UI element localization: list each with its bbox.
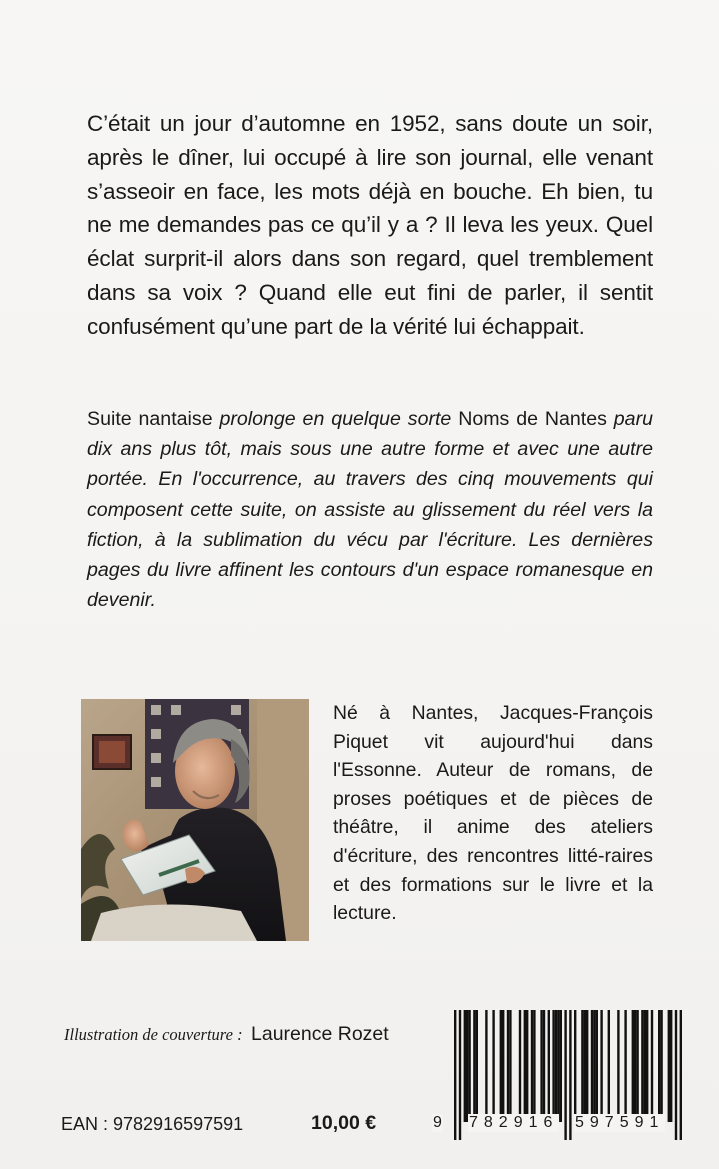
barcode-bar bbox=[473, 1010, 475, 1122]
barcode-bar bbox=[660, 1010, 662, 1122]
barcode-bar bbox=[634, 1010, 636, 1122]
barcode-first-digit: 9 bbox=[433, 1114, 442, 1131]
barcode-bar bbox=[555, 1010, 557, 1122]
barcode-bar bbox=[540, 1010, 542, 1122]
barcode-bar bbox=[593, 1010, 595, 1122]
barcode-digits bbox=[430, 1114, 692, 1144]
barcode-bar bbox=[524, 1010, 526, 1122]
ean-number: EAN : 9782916597591 bbox=[61, 1114, 244, 1134]
excerpt-paragraph: C’était un jour d’automne en 1952, sans doute un soir, après le dîner, lui occupé à lire son journal, elle venant s’asseoir en face, les mots déjà en bouche. Eh bien, tu ne me demandes pas ce qu’il y a ? Il leva les yeux. Quel éclat surprit-il alors dans son regard, quel tremblement dans sa voix ? Quand elle eut fini de parler, il sentit confusément qu’une part de la vérité lui échappait. bbox=[87, 111, 653, 339]
barcode-bar bbox=[651, 1010, 653, 1122]
barcode-bar bbox=[502, 1010, 504, 1122]
summary-text-1: prolonge en quelque sorte bbox=[212, 408, 459, 430]
barcode-bar bbox=[641, 1010, 643, 1122]
barcode-bar bbox=[476, 1010, 478, 1122]
barcode-bar bbox=[586, 1010, 588, 1122]
barcode-bar bbox=[485, 1010, 487, 1122]
barcode-bar bbox=[507, 1010, 509, 1122]
barcode-bar bbox=[464, 1010, 466, 1122]
barcode-bar bbox=[658, 1010, 660, 1122]
credit-label: Illustration de couverture : bbox=[64, 1025, 243, 1044]
barcode bbox=[430, 1010, 692, 1144]
barcode-bar bbox=[574, 1010, 576, 1122]
barcode-bar bbox=[543, 1010, 545, 1122]
book-title-noms-de-nantes: Noms de Nantes bbox=[458, 408, 607, 430]
barcode-left-digits: 782916 bbox=[469, 1114, 559, 1131]
barcode-bar bbox=[552, 1010, 554, 1122]
barcode-bar bbox=[526, 1010, 528, 1122]
barcode-bar bbox=[632, 1010, 634, 1122]
cover-credit bbox=[64, 1023, 389, 1046]
barcode-bar bbox=[584, 1010, 586, 1122]
barcode-bar bbox=[519, 1010, 521, 1122]
barcode-bar bbox=[608, 1010, 610, 1122]
barcode-bar bbox=[600, 1010, 602, 1122]
barcode-bar bbox=[581, 1010, 583, 1122]
barcode-bar bbox=[636, 1010, 638, 1122]
barcode-bar bbox=[591, 1010, 593, 1122]
credit-name: Laurence Rozet bbox=[251, 1023, 389, 1045]
barcode-bar bbox=[466, 1010, 468, 1122]
barcode-bar bbox=[560, 1010, 562, 1122]
barcode-bar bbox=[500, 1010, 502, 1122]
barcode-bar bbox=[548, 1010, 550, 1122]
summary-text-2: paru dix ans plus tôt, mais sous une autre forme et avec une autre portée. En l'occurrence, au travers des cinq mouvements qui composent cette suite, on assiste au glissement du réel vers la fiction, à la sublimation du vécu par l'écriture. Les dernières pages du livre affinent les contours d'un espace romanesque en devenir. bbox=[87, 408, 654, 612]
author-bio: Né à Nantes, Jacques-François Piquet vit aujourd'hui dans l'Essonne. Auteur de romans, de proses poétiques et de pièces de théâtre, il anime des ateliers d'écriture, des rencontres litté-raires et des formations sur le livre et la lecture. bbox=[333, 702, 653, 925]
barcode-bar bbox=[533, 1010, 535, 1122]
barcode-bar bbox=[668, 1010, 670, 1122]
barcode-bar bbox=[468, 1010, 470, 1122]
barcode-bar bbox=[646, 1010, 648, 1122]
barcode-bar bbox=[509, 1010, 511, 1122]
author-photo bbox=[81, 699, 309, 941]
book-title-suite-nantaise: Suite nantaise bbox=[87, 408, 213, 430]
barcode-bar bbox=[617, 1010, 619, 1122]
barcode-bar bbox=[531, 1010, 533, 1122]
price: 10,00 € bbox=[311, 1112, 377, 1134]
summary-paragraph bbox=[87, 404, 653, 615]
barcode-bar bbox=[670, 1010, 672, 1122]
barcode-bar bbox=[492, 1010, 494, 1122]
barcode-bar bbox=[624, 1010, 626, 1122]
barcode-right-digits: 597591 bbox=[575, 1114, 665, 1131]
barcode-bar bbox=[644, 1010, 646, 1122]
barcode-bar bbox=[557, 1010, 559, 1122]
barcode-bar bbox=[596, 1010, 598, 1122]
